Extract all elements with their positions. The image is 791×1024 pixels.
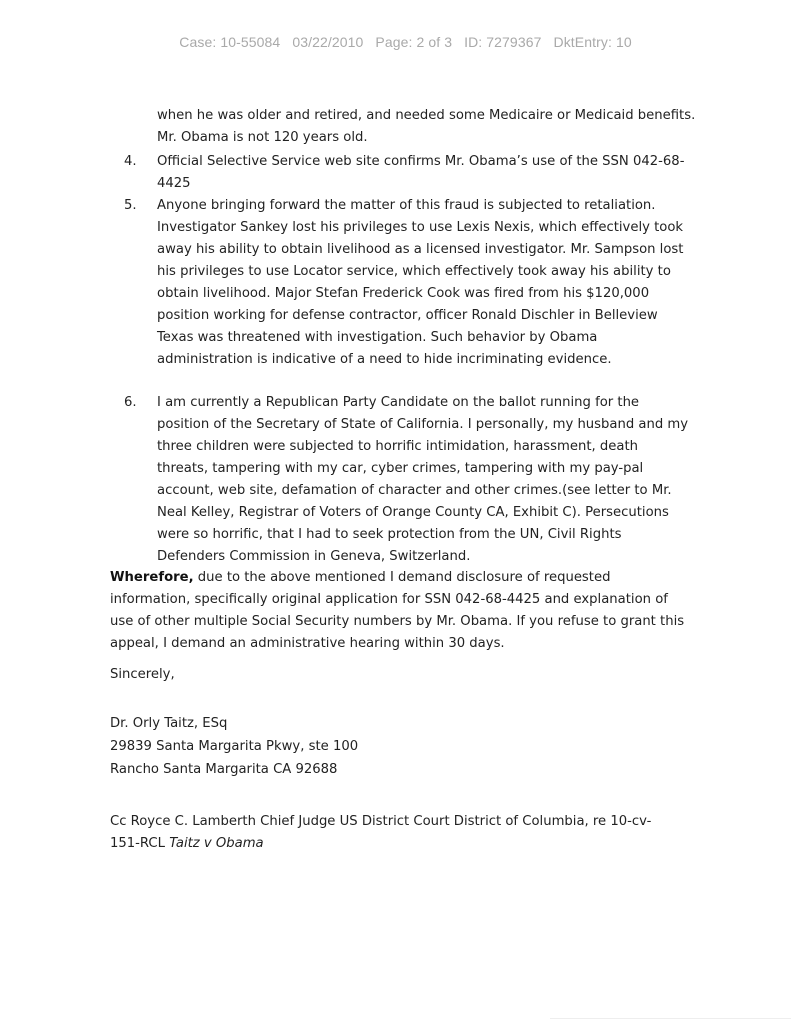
cc-text: Cc Royce C. Lamberth Chief Judge US District Court District of Columbia, re 10-cv-151-RCL [110,814,652,851]
list-item-number: 6. [124,395,137,410]
document-id: ID: 7279367 [464,34,542,50]
list-item-number: 5. [124,198,137,213]
wherefore-paragraph [110,567,685,655]
scan-edge-line [550,1018,791,1019]
list-item-text: Official Selective Service web site confirms Mr. Obama’s use of the SSN 042-68-4425 [157,154,685,191]
cc-line [110,811,670,855]
signatory-name: Dr. Orly Taitz, ESq [110,716,228,731]
case-header [0,34,791,50]
wherefore-lead: Wherefore, [110,570,194,585]
list-item-text: I am currently a Republican Party Candidate on the ballot running for the position of the Secretary of State of California. I personally, my husband and my three children were subjected to horrific intimidation, harassment, death threats, tampering with my car, cyber crimes, tampering with my pay-pal account, web site, defamation of character and other crimes.(see letter to Mr. Neal Kelley, Registrar of Voters of Orange County CA, Exhibit C). Persecutions were so horrific, that I had to seek protection from the UN, Civil Rights Defenders Commission in Geneva, Switzerland. [157,395,689,564]
filing-date: 03/22/2010 [292,34,364,50]
page-indicator: Page: 2 of 3 [375,34,453,50]
signatory-address-line-2: Rancho Santa Margarita CA 92688 [110,762,338,777]
continued-paragraph: when he was older and retired, and needed some Medicaire or Medicaid benefits. Mr. Obama is not 120 years old. [157,108,696,145]
case-number: Case: 10-55084 [179,34,281,50]
signatory-address-line-1: 29839 Santa Margarita Pkwy, ste 100 [110,739,359,754]
closing: Sincerely, [110,667,175,682]
docket-entry: DktEntry: 10 [553,34,632,50]
list-item-number: 4. [124,154,137,169]
cc-case-name: Taitz v Obama [169,836,264,851]
wherefore-text: due to the above mentioned I demand disclosure of requested information, specifically original application for SSN 042-68-4425 and explanation of use of other multiple Social Security numbers by Mr. Obama. If you refuse to grant this appeal, I demand an administrative hearing within 30 days. [110,570,685,651]
list-item-text: Anyone bringing forward the matter of this fraud is subjected to retaliation. Investigator Sankey lost his privileges to use Lexis Nexis, which effectively took away his ability to obtain livelihood as a licensed investigator. Mr. Sampson lost his privileges to use Locator service, which effectively took away his ability to obtain livelihood. Major Stefan Frederick Cook was fired from his $120,000 position working for defense contractor, officer Ronald Dischler in Belleview Texas was threatened with investigation. Such behavior by Obama administration is indicative of a need to hide incriminating evidence. [157,198,684,367]
